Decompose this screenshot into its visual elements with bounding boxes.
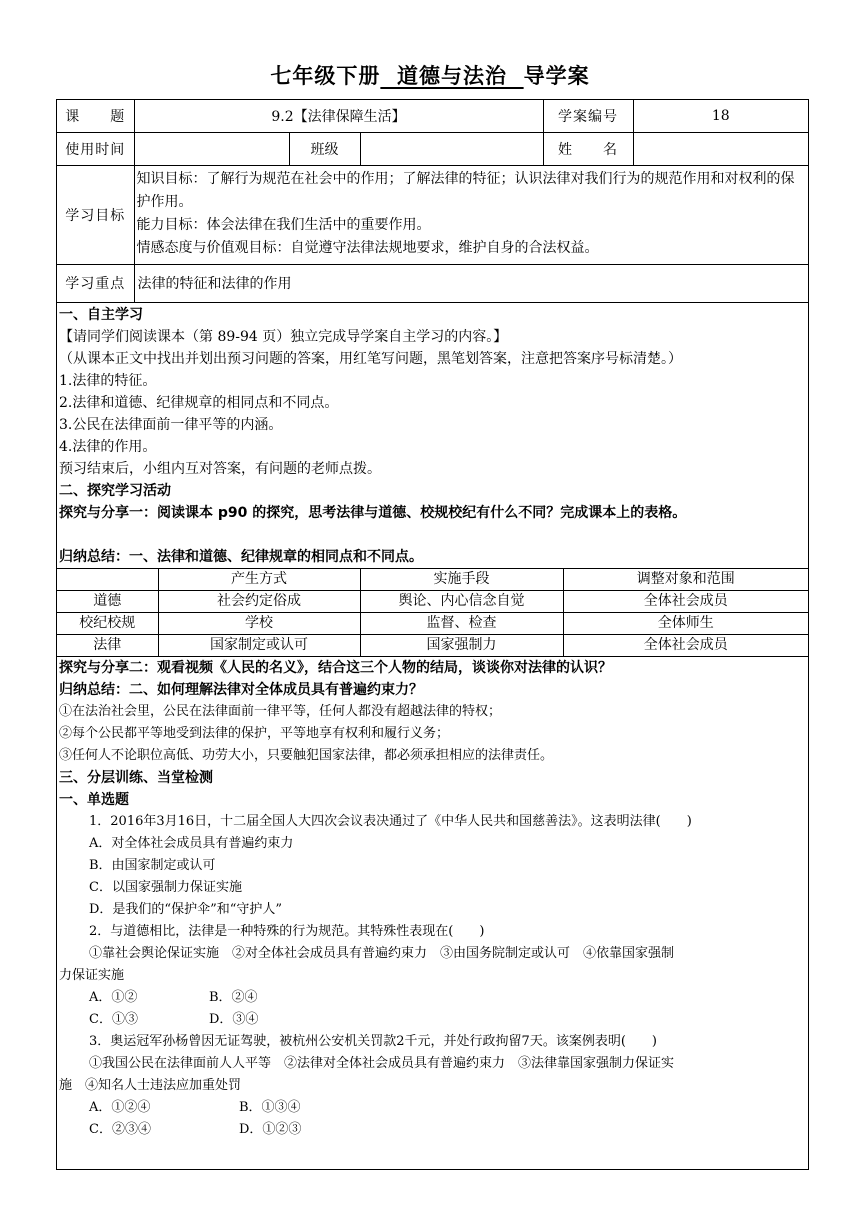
class-field[interactable]	[360, 132, 543, 165]
time-label: 使用时间	[57, 132, 134, 165]
q3-option-c: C．②③④	[89, 1122, 151, 1137]
table-row	[57, 591, 808, 613]
explore-summary-two: 归纳总结：二、如何理解法律对全体成员具有普遍约束力？	[59, 682, 423, 698]
question-3: 3．奥运冠军孙杨曾因无证驾驶，被杭州公安机关罚款2千元，并处行政拘留7天。该案例表明( )	[89, 1034, 657, 1049]
q2-option-d: D．③④	[209, 1012, 259, 1027]
goals-cell	[134, 165, 808, 264]
title-grade: 七年级下册	[270, 64, 381, 88]
time-field[interactable]	[134, 132, 289, 165]
single-choice-heading: 一、单选题	[59, 792, 129, 808]
summary-point: ②每个公民都平等地受到法律的保护，平等地享有权利和履行义务；	[59, 726, 450, 741]
q1-option-d: D．是我们的“保护伞”和“守护人”	[89, 902, 283, 917]
q3-options-row	[59, 1119, 807, 1141]
comparison-corner	[57, 569, 158, 591]
self-study-line: 3.公民在法律面前一律平等的内涵。	[59, 417, 283, 433]
q3-options-row	[59, 1097, 807, 1119]
worksheet-body	[59, 304, 807, 1141]
self-study-line: 1.法律的特征。	[59, 373, 157, 389]
q1-option-b: B．由国家制定或认可	[89, 858, 216, 873]
comparison-header-row	[57, 569, 808, 591]
q3-option-b: B．①③④	[239, 1100, 301, 1115]
topic-value: 9.2【法律保障生活】	[134, 100, 543, 132]
q1-option-c: C．以国家强制力保证实施	[89, 880, 242, 895]
topic-label: 课 题	[57, 100, 134, 132]
goals-label: 学习目标	[57, 165, 134, 264]
q2-option-b: B．②④	[209, 990, 258, 1005]
code-value: 18	[633, 100, 808, 132]
q1-option-a: A．对全体社会成员具有普遍约束力	[89, 836, 294, 851]
table-cell: 全体师生	[563, 613, 808, 635]
table-cell: 校纪校规	[57, 613, 158, 635]
focus-value: 法律的特征和法律的作用	[134, 264, 808, 302]
self-study-line: （从课本正文中找出并划出预习问题的答案，用红笔写问题，黑笔划答案，注意把答案序号标清楚。）	[59, 351, 682, 367]
table-cell: 全体社会成员	[563, 591, 808, 613]
q3-option-d: D．①②③	[239, 1122, 302, 1137]
code-label: 学案编号	[543, 100, 633, 132]
practice-heading: 三、分层训练、当堂检测	[59, 770, 213, 786]
q2-statements: ①靠社会舆论保证实施 ②对全体社会成员具有普遍约束力 ③由国务院制定或认可 ④依靠国家强制	[89, 946, 675, 961]
comparison-header: 调整对象和范围	[563, 569, 808, 591]
self-study-line: 预习结束后，小组内互对答案，有问题的老师点拨。	[59, 461, 381, 477]
table-cell: 社会约定俗成	[158, 591, 360, 613]
goal-knowledge: 知识目标：了解行为规范在社会中的作用；了解法律的特征；认识法律对我们行为的规范作用和对权利的保护作用。	[136, 170, 795, 210]
page-title	[0, 60, 860, 90]
q2-option-c: C．①③	[89, 1012, 138, 1027]
goal-ability: 能力目标：体会法律在我们生活中的重要作用。	[136, 216, 431, 233]
table-cell: 国家制定或认可	[158, 635, 360, 657]
worksheet-frame	[56, 99, 809, 1170]
comparison-header: 产生方式	[158, 569, 360, 591]
q3-statements-cont: 施 ④知名人士违法应加重处罚	[59, 1078, 242, 1093]
q3-option-a: A．①②④	[89, 1100, 151, 1115]
title-subject: 道德与法治	[397, 64, 507, 88]
q2-options-row	[59, 1009, 807, 1031]
explore-heading: 二、探究学习活动	[59, 483, 171, 499]
explore-share-one: 探究与分享一：阅读课本 p90 的探究，思考法律与道德、校规校纪有什么不同？完成课本上的表格。	[59, 505, 687, 521]
goal-attitude: 情感态度与价值观目标：自觉遵守法律法规地要求，维护自身的合法权益。	[136, 239, 599, 256]
table-cell: 国家强制力	[360, 635, 563, 657]
explore-summary-one: 归纳总结：一、法律和道德、纪律规章的相同点和不同点。	[59, 549, 423, 565]
summary-point: ③任何人不论职位高低、功劳大小，只要触犯国家法律，都必须承担相应的法律责任。	[59, 748, 554, 763]
comparison-header: 实施手段	[360, 569, 563, 591]
table-cell: 法律	[57, 635, 158, 657]
question-2: 2．与道德相比，法律是一种特殊的行为规范。其特殊性表现在( )	[89, 924, 485, 939]
name-field[interactable]	[633, 132, 808, 165]
class-label: 班级	[289, 132, 360, 165]
self-study-line: 【请同学们阅读课本（第 89-94 页）独立完成导学案自主学习的内容。】	[59, 329, 508, 345]
table-cell: 道德	[57, 591, 158, 613]
q2-options-row	[59, 987, 807, 1009]
self-study-line: 2.法律和道德、纪律规章的相同点和不同点。	[59, 395, 339, 411]
header-table	[57, 100, 808, 303]
q3-statements: ①我国公民在法律面前人人平等 ②法律对全体社会成员具有普遍约束力 ③法律靠国家强制力保证实	[89, 1056, 675, 1071]
question-1: 1．2016年3月16日，十二届全国人大四次会议表决通过了《中华人民共和国慈善法》。这表明法律( )	[89, 814, 692, 829]
comparison-table	[57, 568, 808, 657]
focus-label: 学习重点	[57, 264, 134, 302]
summary-point: ①在法治社会里，公民在法律面前一律平等，任何人都没有超越法律的特权；	[59, 704, 502, 719]
title-suffix: 导学案	[523, 64, 590, 88]
self-study-line: 4.法律的作用。	[59, 439, 157, 455]
q2-statements-cont: 力保证实施	[59, 968, 125, 983]
self-study-heading: 一、自主学习	[59, 307, 143, 323]
table-cell: 监督、检查	[360, 613, 563, 635]
table-cell: 舆论、内心信念自觉	[360, 591, 563, 613]
explore-share-two: 探究与分享二：观看视频《人民的名义》，结合这三个人物的结局，谈谈你对法律的认识？	[59, 660, 612, 676]
q2-option-a: A．①②	[89, 990, 138, 1005]
table-cell: 学校	[158, 613, 360, 635]
table-row	[57, 635, 808, 657]
table-row	[57, 613, 808, 635]
name-label: 姓 名	[543, 132, 633, 165]
table-cell: 全体社会成员	[563, 635, 808, 657]
